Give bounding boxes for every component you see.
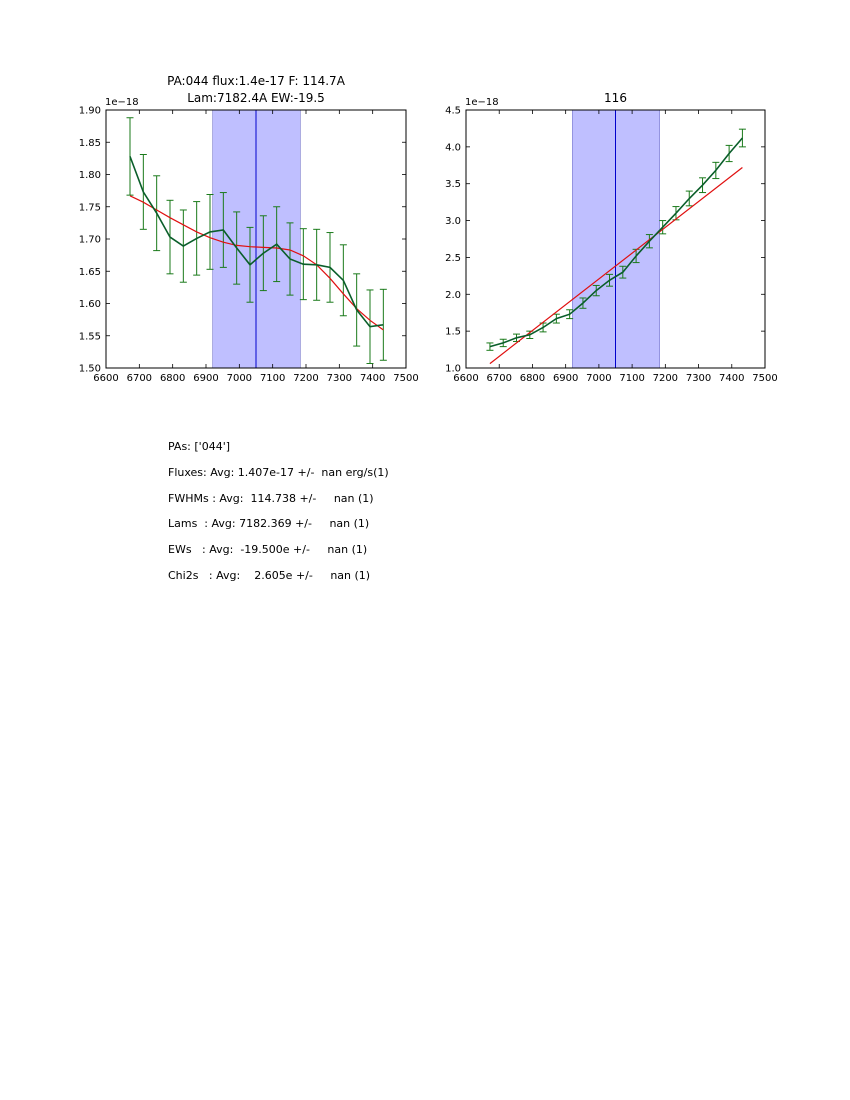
y-tick-label: 1.80 [78, 170, 101, 181]
y-tick-label: 4.5 [445, 105, 461, 117]
y-tick-label: 1.0 [445, 363, 461, 375]
stats-fluxes: Fluxes: Avg: 1.407e-17 +/- nan erg/s(1) [168, 465, 389, 479]
x-tick-label: 6800 [519, 373, 546, 384]
x-tick-label: 7400 [359, 373, 386, 384]
y-tick-label: 2.0 [445, 289, 461, 301]
x-tick-label: 7200 [652, 373, 679, 384]
x-tick-label: 6700 [486, 373, 512, 384]
right-plot [445, 91, 778, 384]
x-tick-label: 7500 [393, 373, 419, 384]
chart-title-line1: PA:044 flux:1.4e-17 F: 114.7A [167, 74, 345, 88]
x-tick-label: 6700 [126, 373, 153, 384]
stats-lams: Lams : Avg: 7182.369 +/- nan (1) [168, 517, 370, 531]
x-tick-label: 7100 [619, 373, 645, 384]
chart-title-line2: Lam:7182.4A EW:-19.5 [187, 91, 325, 105]
left-plot [79, 74, 419, 384]
stats-panel [168, 434, 389, 589]
y-offset-label: 1e−18 [465, 97, 499, 108]
y-tick-label: 1.90 [78, 105, 101, 117]
stats-fwhms: FWHMs : Avg: 114.738 +/- nan (1) [168, 491, 374, 505]
x-tick-label: 6900 [193, 373, 219, 384]
x-tick-label: 7400 [719, 373, 745, 384]
x-tick-label: 6900 [552, 373, 579, 384]
stats-ews: EWs : Avg: -19.500e +/- nan (1) [168, 543, 368, 557]
y-tick-label: 1.75 [78, 202, 101, 214]
y-tick-label: 1.70 [78, 234, 101, 246]
x-tick-label: 7300 [326, 373, 353, 384]
x-tick-label: 7200 [293, 373, 319, 384]
y-tick-label: 3.0 [445, 216, 461, 228]
y-tick-label: 1.60 [78, 299, 101, 310]
x-tick-label: 7000 [586, 373, 612, 384]
x-tick-label: 6800 [159, 373, 186, 384]
chart-title: 116 [604, 91, 627, 105]
x-tick-label: 7500 [752, 373, 778, 384]
y-tick-label: 1.5 [445, 326, 461, 338]
x-tick-label: 7100 [259, 373, 286, 384]
x-tick-label: 6600 [93, 373, 119, 384]
y-tick-label: 3.5 [445, 179, 461, 191]
x-tick-label: 7300 [685, 373, 712, 384]
stats-chi2s: Chi2s : Avg: 2.605e +/- nan (1) [168, 568, 371, 582]
stats-pas: PAs: ['044'] [168, 440, 231, 453]
y-tick-label: 2.5 [445, 252, 461, 264]
x-tick-label: 6600 [453, 373, 479, 384]
y-tick-label: 1.55 [78, 331, 101, 343]
y-tick-label: 1.50 [78, 363, 101, 375]
x-tick-label: 7000 [226, 373, 253, 384]
y-offset-label: 1e−18 [105, 97, 139, 108]
y-tick-label: 1.65 [78, 266, 101, 278]
y-tick-label: 4.0 [445, 142, 461, 154]
y-tick-label: 1.85 [78, 137, 101, 149]
